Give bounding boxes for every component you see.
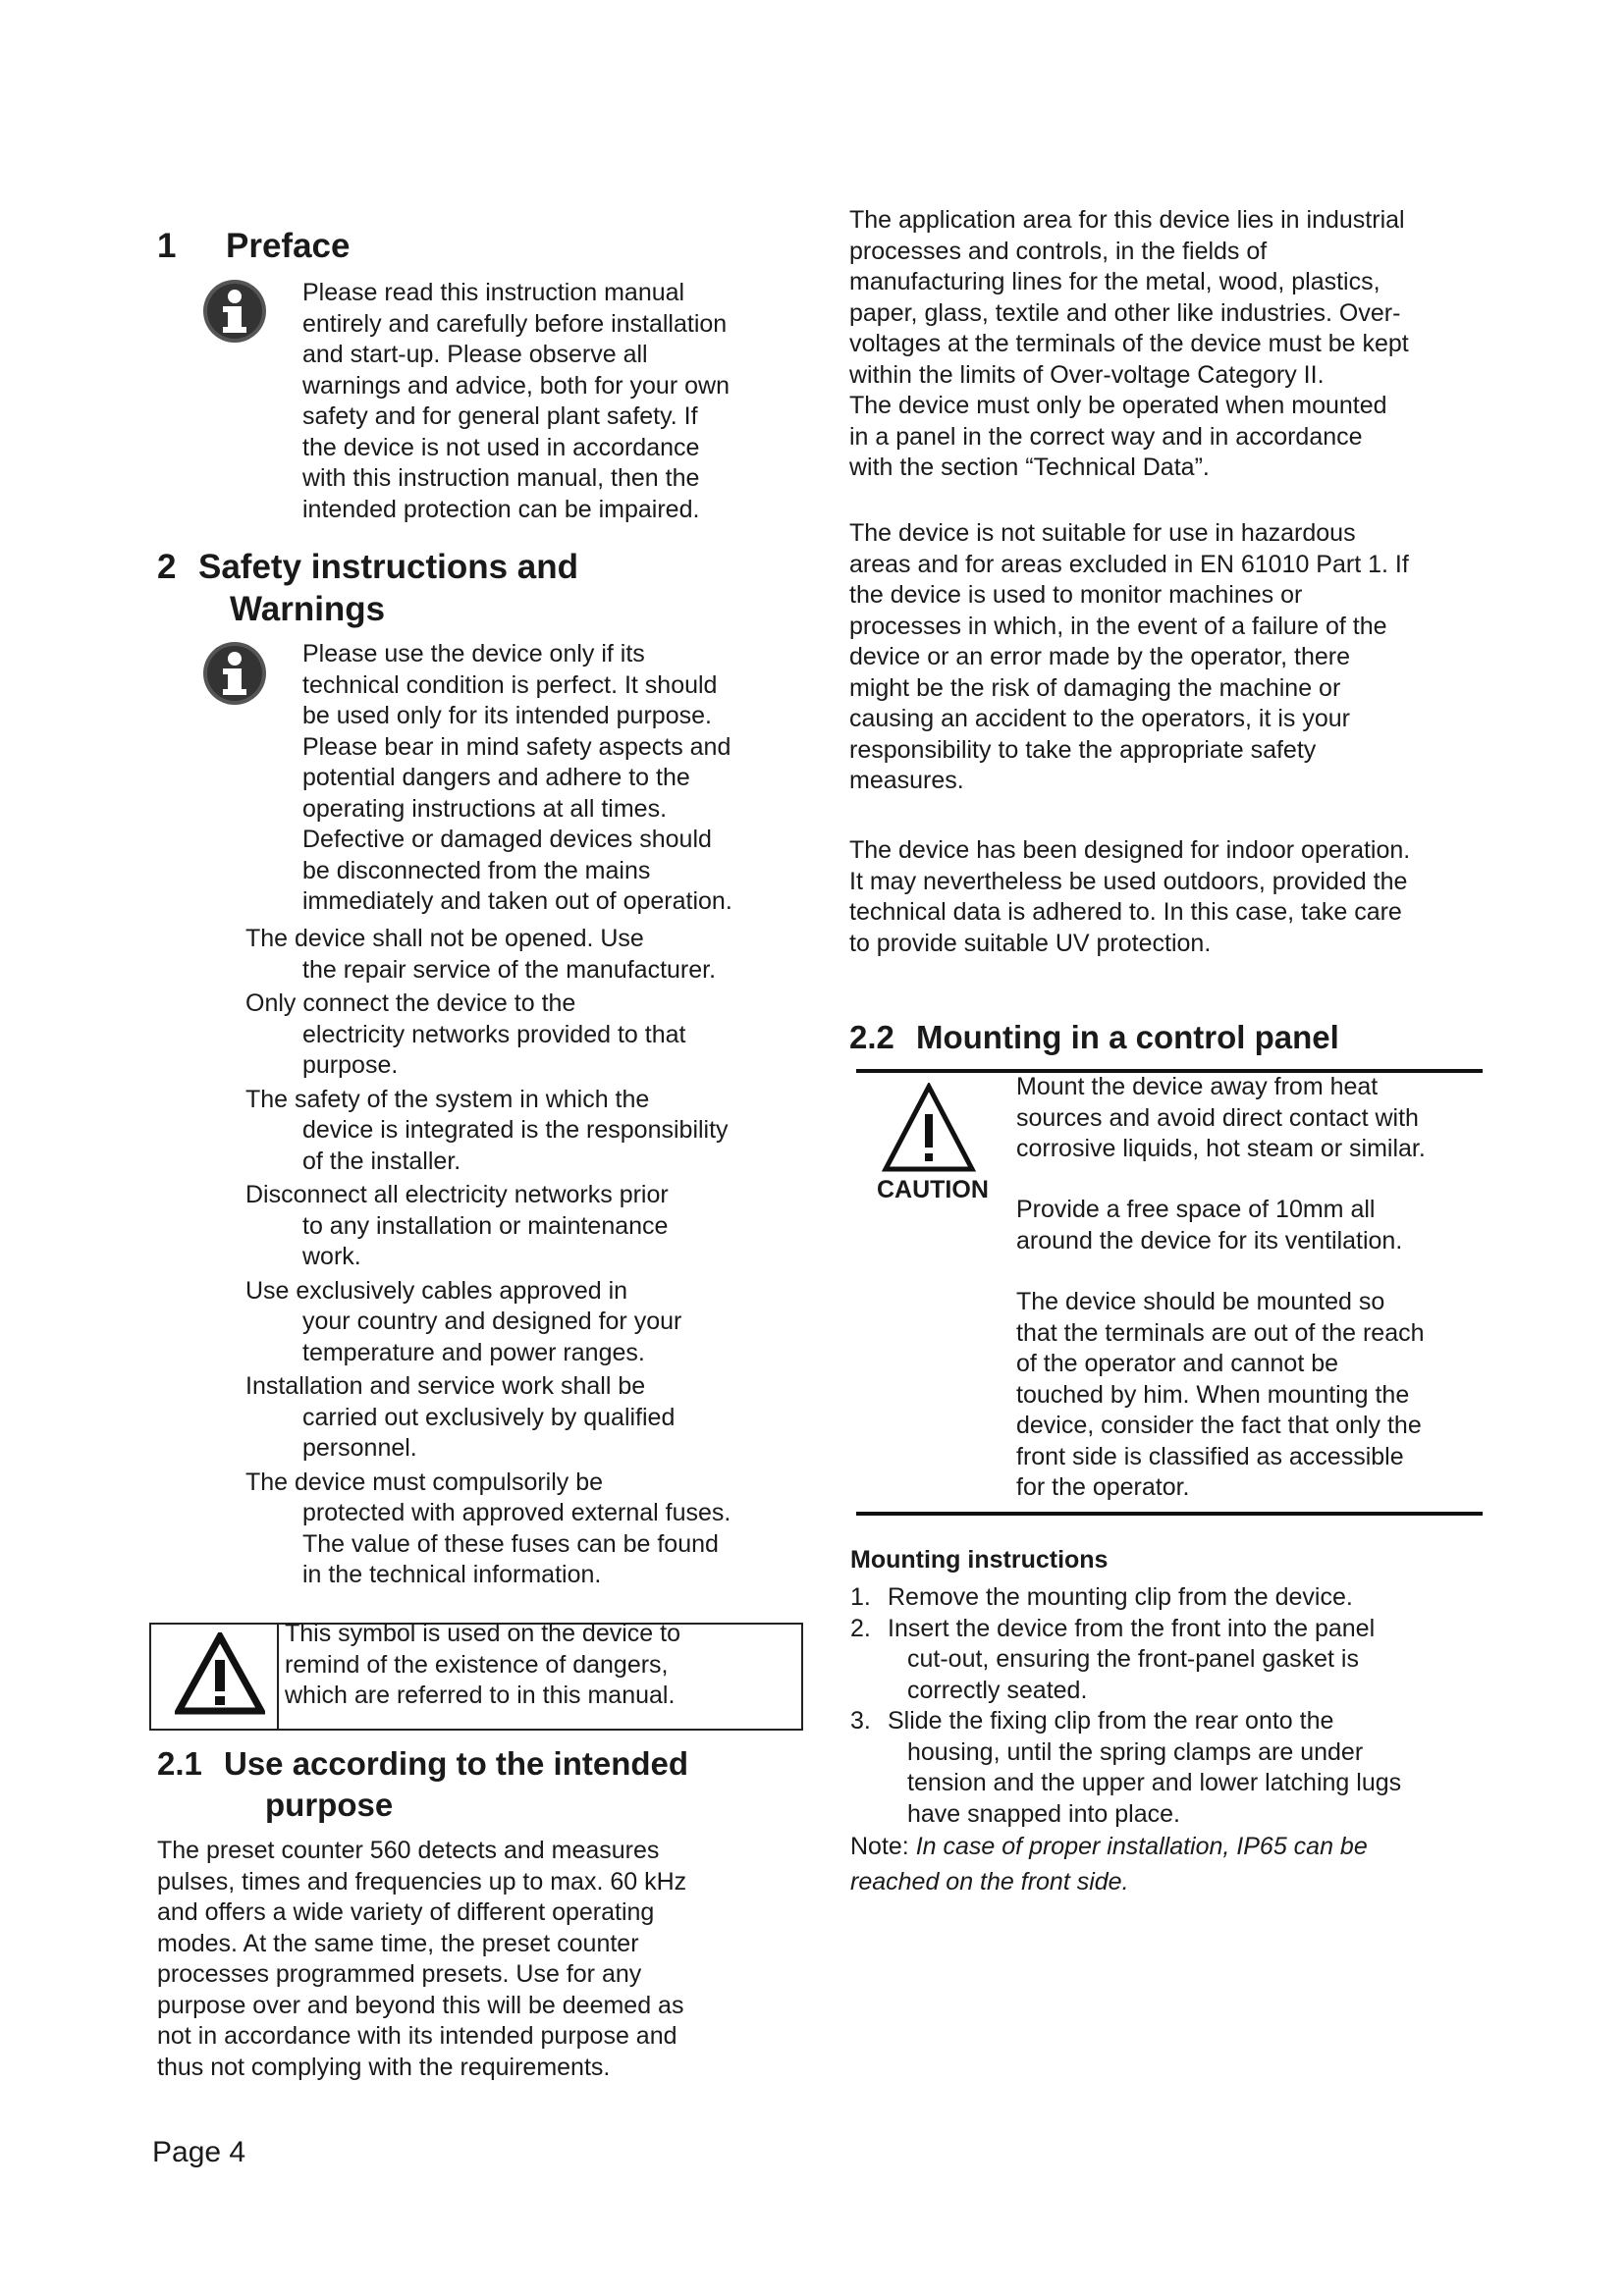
text-line: Defective or damaged devices should: [302, 826, 712, 853]
text-line: protected with approved external fuses.: [302, 1499, 731, 1526]
safety-item: [245, 1468, 815, 1591]
list-item: [850, 1582, 1489, 1614]
text-line: purpose.: [302, 1051, 399, 1079]
text-line: The device must only be operated when mounted: [849, 392, 1387, 419]
text-line: device or an error made by the operator, there: [849, 643, 1351, 670]
text-line: tension and the upper and lower latching lugs: [907, 1769, 1402, 1796]
text-line: causing an accident to the operators, it is your: [849, 705, 1351, 732]
text-line: intended protection can be impaired.: [302, 495, 700, 523]
heading-preface: [157, 226, 350, 267]
text-line: the device is used to monitor machines or: [849, 581, 1303, 609]
text-line: The preset counter 560 detects and measures: [157, 1837, 660, 1864]
step-number: 2.: [850, 1614, 871, 1642]
safety-item: [245, 1180, 815, 1273]
text-line: Slide the fixing clip from the rear onto the: [888, 1707, 1334, 1735]
text-line: in a panel in the correct way and in accordance: [849, 422, 1363, 451]
heading-safety: [157, 547, 578, 588]
info-icon: [201, 640, 268, 707]
text-line: and offers a wide variety of different operating: [157, 1898, 655, 1926]
text-line: areas and for areas excluded in EN 61010 Part 1. If: [849, 550, 1409, 578]
text-line: The value of these fuses can be found: [302, 1529, 719, 1558]
heading-title: Use according to the intended: [224, 1745, 689, 1782]
warning-triangle-icon: [175, 1632, 265, 1715]
application-area-text: [849, 205, 1497, 484]
text-line: that the terminals are out of the reach: [1016, 1318, 1425, 1347]
hazardous-areas-text: [849, 518, 1497, 797]
text-line: The device shall not be opened. Use: [245, 925, 644, 952]
text-line: electricity networks provided to that: [302, 1020, 686, 1048]
text-line: Remove the mounting clip from the device.: [888, 1583, 1353, 1611]
text-line: The device has been designed for indoor operation.: [849, 836, 1411, 864]
text-line: warnings and advice, both for your own: [302, 371, 730, 400]
heading-title: Preface: [226, 227, 351, 265]
text-line: processes programmed presets. Use for any: [157, 1960, 642, 1988]
heading-mounting: [849, 1017, 1339, 1058]
text-line: manufacturing lines for the metal, wood, plastics,: [849, 268, 1380, 295]
text-line: measures.: [849, 767, 964, 794]
text-line: pulses, times and frequencies up to max. 60 kHz: [157, 1867, 687, 1896]
text-line: voltages at the terminals of the device must be kept: [849, 330, 1409, 357]
text-line: Only connect the device to the: [245, 989, 576, 1017]
safety-item: [245, 988, 815, 1082]
page-number: Page 4: [152, 2136, 246, 2168]
text-line: with the section “Technical Data”.: [849, 454, 1210, 481]
heading-title: Mounting in a control panel: [916, 1019, 1339, 1055]
text-line: front side is classified as accessible: [1016, 1442, 1404, 1470]
text-line: safety and for general plant safety. If: [302, 402, 698, 430]
caution-label: CAUTION: [877, 1176, 989, 1203]
heading-number: 1: [157, 227, 177, 265]
text-line: personnel.: [302, 1434, 417, 1462]
heading-number: 2: [157, 548, 177, 586]
text-line: The device is not suitable for use in hazardous: [849, 519, 1356, 547]
text-line: housing, until the spring clamps are under: [907, 1737, 1364, 1766]
text-line: Installation and service work shall be: [245, 1372, 646, 1400]
text-line: to any installation or maintenance: [302, 1211, 669, 1240]
list-item: [850, 1706, 1489, 1830]
text-line: temperature and power ranges.: [302, 1338, 645, 1366]
text-line: be used only for its intended purpose.: [302, 702, 712, 729]
warning-box-text: [285, 1619, 795, 1712]
text-line: for the operator.: [1016, 1473, 1190, 1501]
text-line: might be the risk of damaging the machine or: [849, 673, 1341, 702]
caution-triangle-icon: [882, 1083, 976, 1173]
heading-safety-line2: Warnings: [230, 590, 386, 628]
text-line: of the installer.: [302, 1147, 461, 1175]
text-line: The application area for this device lies in industrial: [849, 206, 1405, 234]
note: [850, 1832, 1489, 1863]
text-line: thus not complying with the requirements.: [157, 2053, 611, 2081]
preface-text: [302, 278, 813, 525]
text-line: Insert the device from the front into the panel: [888, 1614, 1376, 1642]
text-line: work.: [302, 1243, 361, 1270]
list-item: [850, 1614, 1489, 1707]
text-line: of the operator and cannot be: [1016, 1350, 1339, 1377]
text-line: sources and avoid direct contact with: [1016, 1103, 1419, 1132]
heading-number: 2.1: [157, 1745, 202, 1782]
caution-text-1: [1016, 1072, 1488, 1165]
text-line: the repair service of the manufacturer.: [302, 955, 717, 984]
text-line: Please read this instruction manual: [302, 279, 685, 306]
safety-item: [245, 1276, 815, 1369]
text-line: potential dangers and adhere to the: [302, 764, 690, 791]
text-line: purpose over and beyond this will be deemed as: [157, 1991, 684, 2019]
text-line: in the technical information.: [302, 1561, 602, 1588]
warning-box-divider: [277, 1623, 279, 1729]
heading-intended-use-line2: purpose: [265, 1787, 394, 1823]
text-line: corrosive liquids, hot steam or similar.: [1016, 1135, 1426, 1162]
text-line: device, consider the fact that only the: [1016, 1412, 1422, 1439]
heading-title: Safety instructions and: [198, 548, 579, 586]
text-line: touched by him. When mounting the: [1016, 1380, 1410, 1409]
text-line: and start-up. Please observe all: [302, 341, 648, 368]
text-line: processes and controls, in the fields of: [849, 237, 1268, 265]
mounting-instructions-title: Mounting instructions: [850, 1546, 1109, 1574]
text-line: Use exclusively cables approved in: [245, 1276, 628, 1305]
text-line: This symbol is used on the device to: [285, 1620, 680, 1647]
note-text: In case of proper installation, IP65 can be: [915, 1833, 1368, 1860]
text-line: Please use the device only if its: [302, 640, 645, 667]
text-line: The device should be mounted so: [1016, 1288, 1385, 1315]
text-line: around the device for its ventilation.: [1016, 1226, 1403, 1255]
text-line: processes in which, in the event of a failure of the: [849, 612, 1387, 640]
text-line: Disconnect all electricity networks prior: [245, 1181, 669, 1208]
text-line: the device is not used in accordance: [302, 433, 700, 461]
text-line: device is integrated is the responsibility: [302, 1116, 729, 1144]
text-line: remind of the existence of dangers,: [285, 1650, 669, 1679]
warning-symbol-box: [149, 1620, 803, 1731]
safety-item: [245, 1085, 815, 1178]
text-line: paper, glass, textile and other like industries. Over-: [849, 298, 1401, 327]
caution-text-2: [1016, 1195, 1488, 1256]
safety-item: [245, 1371, 815, 1465]
caution-text-3: [1016, 1287, 1488, 1504]
safety-intro-text: [302, 639, 813, 918]
info-icon: [201, 278, 268, 345]
text-line: The device must compulsorily be: [245, 1468, 604, 1496]
text-line: It may nevertheless be used outdoors, provided the: [849, 867, 1408, 895]
text-line: to provide suitable UV protection.: [849, 929, 1212, 957]
safety-item: [245, 924, 815, 986]
text-line: The safety of the system in which the: [245, 1085, 650, 1113]
step-number: 1.: [850, 1583, 871, 1611]
safety-items-list: [245, 924, 815, 1591]
text-line: Mount the device away from heat: [1016, 1073, 1379, 1100]
text-line: immediately and taken out of operation.: [302, 887, 732, 915]
text-line: cut-out, ensuring the front-panel gasket is: [907, 1645, 1359, 1673]
heading-number: 2.2: [849, 1019, 894, 1055]
text-line: have snapped into place.: [907, 1799, 1180, 1828]
text-line: within the limits of Over-voltage Category II.: [849, 360, 1325, 389]
text-line: Please bear in mind safety aspects and: [302, 732, 731, 761]
text-line: which are referred to in this manual.: [285, 1682, 676, 1709]
text-line: correctly seated.: [907, 1676, 1088, 1704]
text-line: entirely and carefully before installation: [302, 309, 728, 338]
heading-intended-use: [157, 1743, 688, 1785]
note-text-line2: reached on the front side.: [850, 1867, 1129, 1896]
text-line: be disconnected from the mains: [302, 856, 651, 884]
note-label: Note:: [850, 1833, 909, 1860]
text-line: responsibility to take the appropriate safety: [849, 735, 1317, 764]
caution-bottom-rule: [856, 1512, 1483, 1516]
text-line: your country and designed for your: [302, 1308, 682, 1335]
text-line: technical data is adhered to. In this case, take care: [849, 898, 1402, 926]
text-line: operating instructions at all times.: [302, 794, 668, 823]
text-line: carried out exclusively by qualified: [302, 1403, 676, 1431]
intended-use-text: [157, 1836, 825, 2083]
text-line: modes. At the same time, the preset counter: [157, 1929, 639, 1957]
mounting-steps: [850, 1582, 1489, 1897]
text-line: technical condition is perfect. It should: [302, 670, 718, 699]
indoor-operation-text: [849, 835, 1497, 959]
step-number: 3.: [850, 1707, 871, 1735]
text-line: Provide a free space of 10mm all: [1016, 1196, 1376, 1223]
text-line: not in accordance with its intended purpose and: [157, 2022, 677, 2050]
text-line: with this instruction manual, then the: [302, 464, 700, 492]
